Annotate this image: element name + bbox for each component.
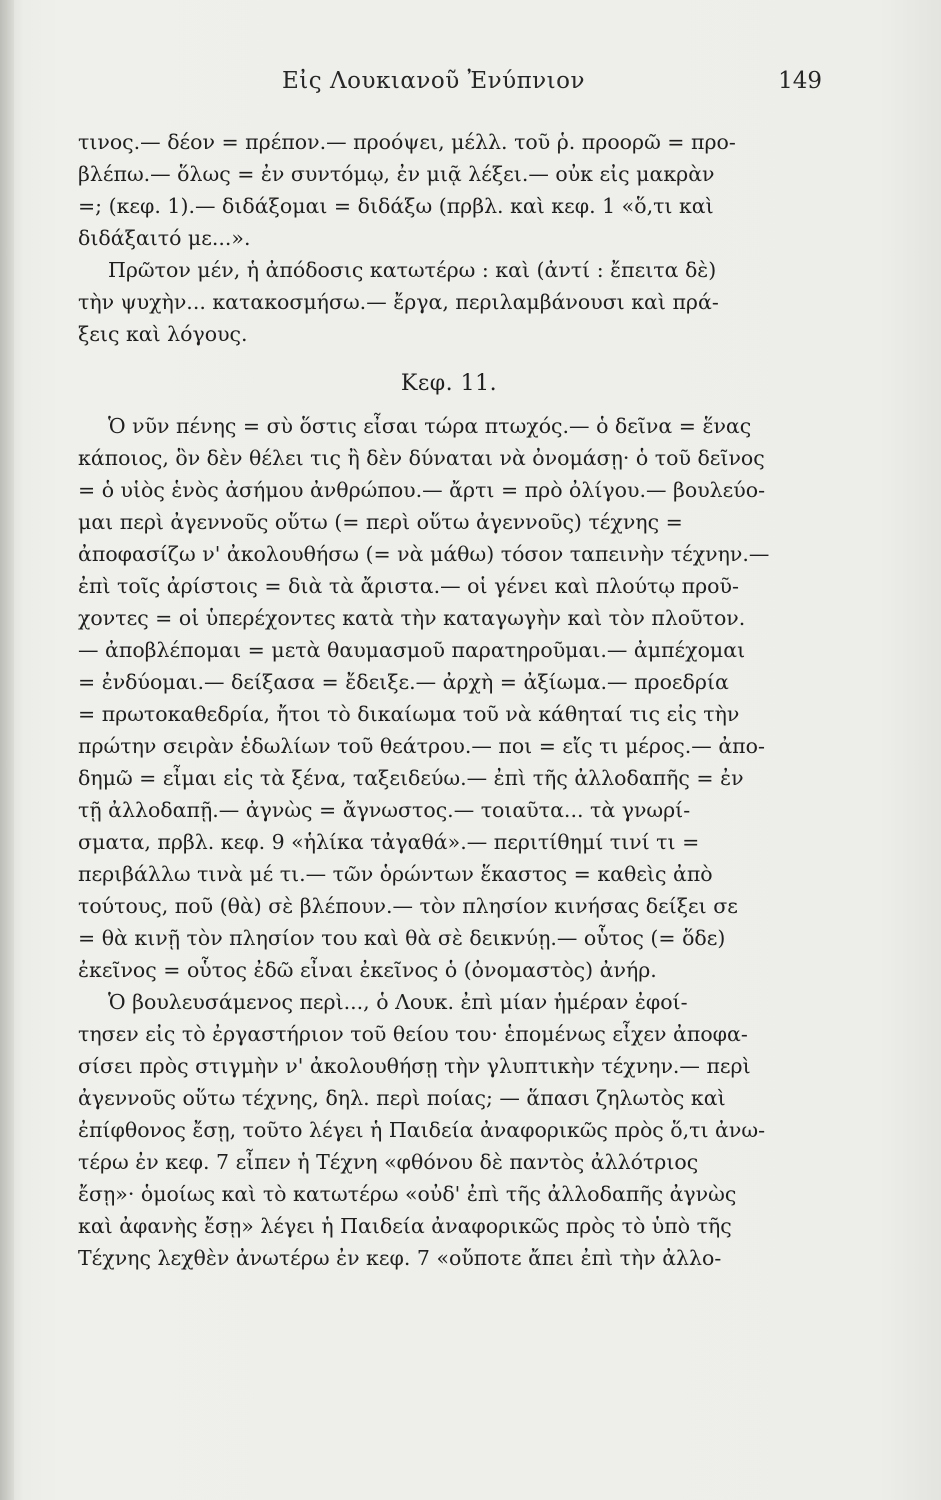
text-line: χοντες = οἱ ὑπερέχοντες κατὰ τὴν καταγωγὴν καὶ τὸν πλοῦτον. [78, 606, 746, 630]
text-line: Ὁ νῦν πένης = σὺ ὅστις εἶσαι τώρα πτωχός.— ὁ δεῖνα = ἕνας [108, 414, 752, 438]
text-line: δημῶ = εἶμαι εἰς τὰ ξένα, ταξειδεύω.— ἐπὶ τῆς ἀλλοδαπῆς = ἐν [78, 766, 744, 790]
text-line: = πρωτοκαθεδρία, ἤτοι τὸ δικαίωμα τοῦ νὰ κάθηταί τις εἰς τὴν [78, 702, 740, 726]
commentary-text [78, 126, 820, 1274]
text-line: τούτους, ποῦ (θὰ) σὲ βλέπουν.— τὸν πλησίον κινήσας δείξει σε [78, 894, 738, 918]
text-line: ἐπίφθονος ἔσῃ, τοῦτο λέγει ἡ Παιδεία ἀναφορικῶς πρὸς ὅ,τι ἀνω- [78, 1118, 765, 1142]
text-line: ἐκεῖνος = οὗτος ἐδῶ εἶναι ἐκεῖνος ὁ (ὀνομαστὸς) ἀνήρ. [78, 958, 657, 982]
text-line: διδάξαιτό με...». [78, 226, 251, 250]
text-line: κάποιος, ὃν δὲν θέλει τις ἢ δὲν δύναται νὰ ὀνομάσῃ· ὁ τοῦ δεῖνος [78, 446, 765, 470]
text-line: ἀγεννοῦς οὕτω τέχνης, δηλ. περὶ ποίας; — ἅπασι ζηλωτὸς καὶ [78, 1086, 726, 1110]
text-line: πρώτην σειρὰν ἑδωλίων τοῦ θεάτρου.— ποι = εἴς τι μέρος.— ἀπο- [78, 734, 765, 758]
page-header [70, 68, 830, 104]
text-line: — ἀποβλέπομαι = μετὰ θαυμασμοῦ παρατηροῦμαι.— ἀμπέχομαι [78, 638, 746, 662]
text-line: μαι περὶ ἀγεννοῦς οὕτω (= περὶ οὕτω ἀγεννοῦς) τέχνης = [78, 510, 683, 534]
text-line: περιβάλλω τινὰ μέ τι.— τῶν ὁρώντων ἕκαστος = καθεὶς ἀπὸ [78, 862, 713, 886]
text-line: Τέχνης λεχθὲν ἀνωτέρω ἐν κεφ. 7 «οὔποτε ἄπει ἐπὶ τὴν ἀλλο- [78, 1246, 722, 1270]
text-line: τινος.— δέον = πρέπον.— προόψει, μέλλ. τοῦ ῥ. προορῶ = προ- [78, 130, 736, 154]
text-line: τέρω ἐν κεφ. 7 εἶπεν ἡ Τέχνη «φθόνου δὲ παντὸς ἀλλότριος [78, 1150, 699, 1174]
text-line: ξεις καὶ λόγους. [78, 322, 248, 346]
page-spine-shadow [0, 0, 14, 1500]
running-title: Εἰς Λουκιανοῦ Ἐνύπνιον [282, 68, 586, 94]
text-line: = θὰ κινῇ τὸν πλησίον του καὶ θὰ σὲ δεικνύῃ.— οὗτος (= ὅδε) [78, 926, 726, 950]
text-line: = ἐνδύομαι.— δείξασα = ἔδειξε.— ἀρχὴ = ἀξίωμα.— προεδρία [78, 670, 729, 694]
page-number: 149 [778, 68, 822, 94]
text-line: καὶ ἀφανὴς ἔσῃ» λέγει ἡ Παιδεία ἀναφορικῶς πρὸς τὸ ὑπὸ τῆς [78, 1214, 732, 1238]
text-line: = ὁ υἱὸς ἑνὸς ἀσήμου ἀνθρώπου.— ἄρτι = πρὸ ὀλίγου.— βουλεύο- [78, 478, 766, 502]
text-line: τῇ ἀλλοδαπῇ.— ἀγνὼς = ἄγνωστος.— τοιαῦτα... τὰ γνωρί- [78, 798, 691, 822]
text-line: βλέπω.— ὅλως = ἐν συντόμῳ, ἐν μιᾷ λέξει.— οὐκ εἰς μακρὰν [78, 162, 715, 186]
text-line: Πρῶτον μέν, ἡ ἀπόδοσις κατωτέρω : καὶ (ἀντί : ἔπειτα δὲ) [108, 258, 717, 282]
text-line: σίσει πρὸς στιγμὴν ν' ἀκολουθήσῃ τὴν γλυπτικὴν τέχνην.— περὶ [78, 1054, 751, 1078]
text-line: ἀποφασίζω ν' ἀκολουθήσω (= νὰ μάθω) τόσον ταπεινὴν τέχνην.— [78, 542, 770, 566]
text-line: σματα, πρβλ. κεφ. 9 «ἡλίκα τἀγαθά».— περιτίθημί τινί τι = [78, 830, 700, 854]
text-line: τησεν εἰς τὸ ἐργαστήριον τοῦ θείου του· ἑπομένως εἶχεν ἀποφα- [78, 1022, 748, 1046]
text-line: =; (κεφ. 1).— διδάξομαι = διδάξω (πρβλ. καὶ κεφ. 1 «ὅ,τι καὶ [78, 194, 714, 218]
chapter-heading: Κεφ. 11. [400, 371, 498, 396]
text-line: ἐπὶ τοῖς ἀρίστοις = διὰ τὰ ἄριστα.— οἱ γένει καὶ πλούτῳ προῦ- [78, 574, 739, 598]
text-line: ἔσῃ»· ὁμοίως καὶ τὸ κατωτέρω «οὐδ' ἐπὶ τῆς ἀλλοδαπῆς ἀγνὼς [78, 1182, 737, 1206]
text-line: Ὁ βουλευσάμενος περὶ..., ὁ Λουκ. ἐπὶ μίαν ἡμέραν ἐφοί- [108, 990, 688, 1014]
text-line: τὴν ψυχὴν... κατακοσμήσω.— ἔργα, περιλαμβάνουσι καὶ πρά- [78, 290, 719, 314]
